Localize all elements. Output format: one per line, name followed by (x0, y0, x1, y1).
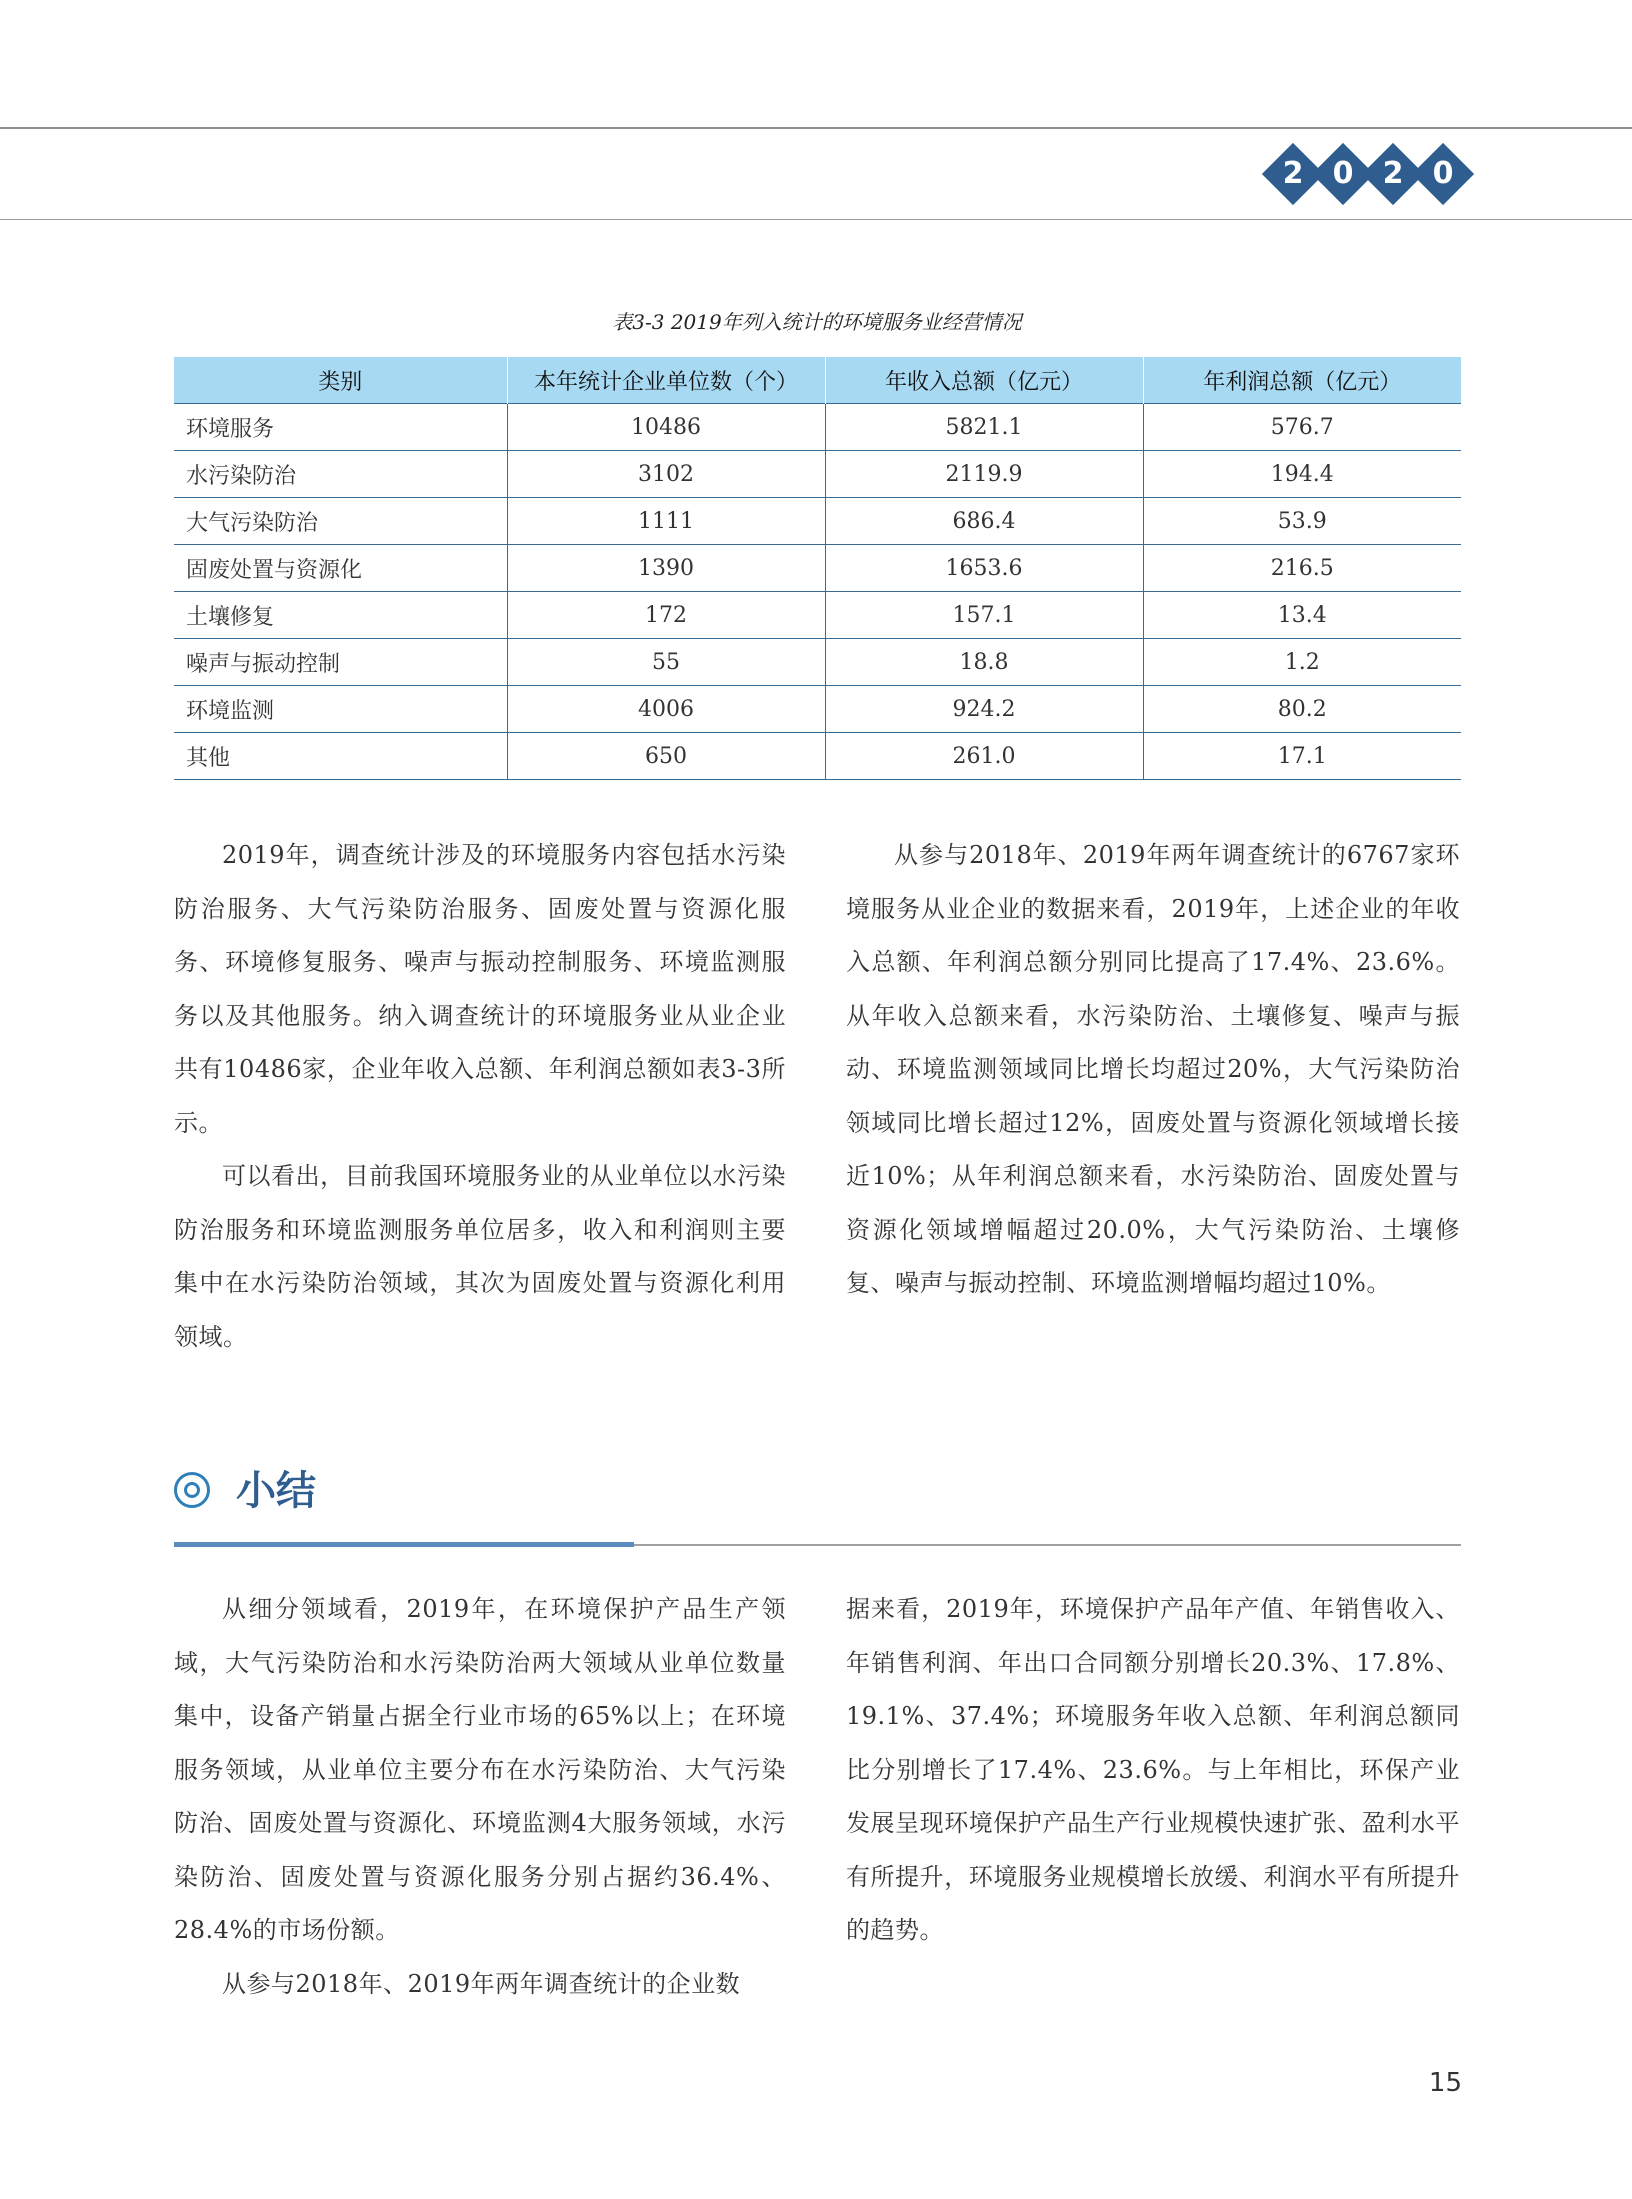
table-row (174, 498, 1461, 545)
table-cell: 686.4 (825, 498, 1143, 545)
header-bottom-rule (0, 219, 1632, 220)
table-cell: 1111 (507, 498, 825, 545)
table-cell: 261.0 (825, 733, 1143, 780)
table-cell: 80.2 (1143, 686, 1461, 733)
table-cell: 924.2 (825, 686, 1143, 733)
table-cell: 194.4 (1143, 451, 1461, 498)
environment-service-table (174, 357, 1461, 780)
table-cell: 其他 (174, 733, 507, 780)
table-caption: 表3-3 2019年列入统计的环境服务业经营情况 (612, 310, 1022, 334)
table-header-row (174, 357, 1461, 404)
table-cell: 4006 (507, 686, 825, 733)
column-header: 年收入总额（亿元） (825, 357, 1143, 404)
table-cell: 固废处置与资源化 (174, 545, 507, 592)
table-cell: 55 (507, 639, 825, 686)
table-cell: 18.8 (825, 639, 1143, 686)
table-cell: 2119.9 (825, 451, 1143, 498)
table-cell: 157.1 (825, 592, 1143, 639)
paragraph: 2019年，调查统计涉及的环境服务内容包括水污染防治服务、大气污染防治服务、固废处置与资源化服务、环境修复服务、噪声与振动控制服务、环境监测服务以及其他服务。纳入调查统计的环境服务业从业企业共有10486家，企业年收入总额、年利润总额如表3-3所示。 (174, 841, 786, 1137)
table-cell: 环境监测 (174, 686, 507, 733)
table-cell: 土壤修复 (174, 592, 507, 639)
table-row (174, 404, 1461, 451)
summary-right-column (846, 1583, 1460, 1958)
table-cell: 53.9 (1143, 498, 1461, 545)
table-cell: 1653.6 (825, 545, 1143, 592)
paragraph: 可以看出，目前我国环境服务业的从业单位以水污染防治服务和环境监测服务单位居多，收入和利润则主要集中在水污染防治领域，其次为固废处置与资源化利用领域。 (174, 1162, 786, 1351)
table-cell: 576.7 (1143, 404, 1461, 451)
year-badge (1262, 144, 1462, 204)
section-underline-rule (634, 1544, 1461, 1546)
table-row (174, 545, 1461, 592)
paragraph: 从参与2018年、2019年两年调查统计的6767家环境服务从业企业的数据来看，2019年，上述企业的年收入总额、年利润总额分别同比提高了17.4%、23.6%。从年收入总额来看，水污染防治、土壤修复、噪声与振动、环境监测领域同比增长均超过20%，大气污染防治领域同比增长超过12%，固废处置与资源化领域增长接近10%；从年利润总额来看，水污染防治、固废处置与资源化领域增幅超过20.0%，大气污染防治、土壤修复、噪声与振动控制、环境监测增幅均超过10%。 (846, 841, 1460, 1297)
table-cell: 216.5 (1143, 545, 1461, 592)
table-cell: 1.2 (1143, 639, 1461, 686)
table-cell: 噪声与振动控制 (174, 639, 507, 686)
table-cell: 10486 (507, 404, 825, 451)
table-cell: 650 (507, 733, 825, 780)
table-cell: 3102 (507, 451, 825, 498)
table-row (174, 592, 1461, 639)
table-cell: 水污染防治 (174, 451, 507, 498)
year-digit: 0 (1432, 156, 1454, 191)
table-row (174, 451, 1461, 498)
table-row (174, 639, 1461, 686)
body-right-column (846, 829, 1460, 1311)
column-header: 类别 (174, 357, 507, 404)
body-left-column (174, 829, 786, 1364)
page-number: 15 (1428, 2068, 1462, 2098)
summary-left-column (174, 1583, 786, 2011)
table-cell: 1390 (507, 545, 825, 592)
section-underline-accent (174, 1542, 634, 1547)
year-digit: 2 (1282, 156, 1304, 191)
table-row (174, 733, 1461, 780)
year-digit: 2 (1382, 156, 1404, 191)
table-cell: 大气污染防治 (174, 498, 507, 545)
header-top-rule (0, 127, 1632, 129)
section-title: 小结 (236, 1468, 316, 1514)
table-row (174, 686, 1461, 733)
table-cell: 172 (507, 592, 825, 639)
table-cell: 5821.1 (825, 404, 1143, 451)
column-header: 年利润总额（亿元） (1143, 357, 1461, 404)
table-cell: 13.4 (1143, 592, 1461, 639)
column-header: 本年统计企业单位数（个） (507, 357, 825, 404)
paragraph: 从细分领域看，2019年，在环境保护产品生产领域，大气污染防治和水污染防治两大领域从业单位数量集中，设备产销量占据全行业市场的65%以上；在环境服务领域，从业单位主要分布在水污染防治、大气污染防治、固废处置与资源化、环境监测4大服务领域，水污染防治、固废处置与资源化服务分别占据约36.4%、28.4%的市场份额。 (174, 1595, 786, 1944)
paragraph: 从参与2018年、2019年两年调查统计的企业数 (222, 1969, 741, 1998)
table-cell: 环境服务 (174, 404, 507, 451)
paragraph: 据来看，2019年，环境保护产品年产值、年销售收入、年销售利润、年出口合同额分别增长20.3%、17.8%、19.1%、37.4%；环境服务年收入总额、年利润总额同比分别增长了17.4%、23.6%。与上年相比，环保产业发展呈现环境保护产品生产行业规模快速扩张、盈利水平有所提升，环境服务业规模增长放缓、利润水平有所提升的趋势。 (846, 1595, 1460, 1944)
table-cell: 17.1 (1143, 733, 1461, 780)
double-circle-icon (174, 1472, 210, 1508)
year-digit: 0 (1332, 156, 1354, 191)
